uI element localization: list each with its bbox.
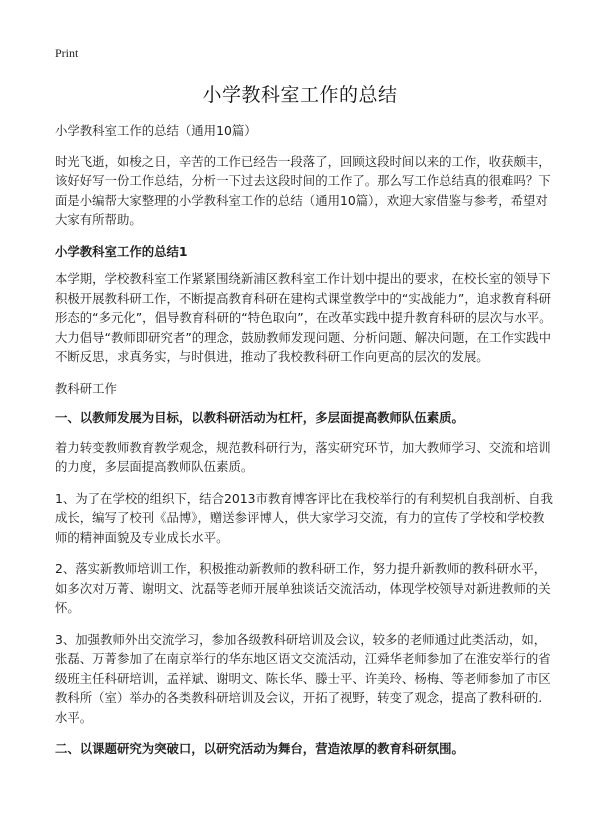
document-subtitle: 小学教科室工作的总结（通用10篇） — [55, 123, 257, 138]
list-item: 1、为了在学校的组织下，结合2013市教育博客评比在我校举行的有利契机自我剖析、自我成长，编写了校刊《品博》，赠送参评博人，供大家学习交流，有力的宣传了学校和学校教师的精神面貌及专业成长水平。 — [55, 490, 553, 545]
body-paragraph: 本学期，学校教科室工作紧紧围绕新浦区教科室工作计划中提出的要求，在校长室的领导下积极开展教科研工作，不断提高教育科研在建构式课堂教学中的“实战能力”，追求教育科研形态的“多元化”，倡导教育科研的“特色取向”，在改革实践中提升教育科研的层次与水平。大力倡导“教师即研究者”的理念，鼓励教师发现问题、分析问题、解决问题，在工作实践中不断反思，求真务实，与时俱进，推动了我校教科研工作向更高的层次的发展。 — [55, 271, 552, 364]
body-paragraph: 着力转变教师教育教学观念，规范教科研行为，落实研究环节，加大教师学习、交流和培训的力度，多层面提高教师队伍素质。 — [55, 439, 551, 474]
point-heading: 二、以课题研究为突破口，以研究活动为舞台，营造浓厚的教育科研氛围。 — [55, 741, 464, 756]
section-heading: 小学教科室工作的总结1 — [55, 243, 188, 259]
print-label: Print — [55, 46, 79, 60]
page-title: 小学教科室工作的总结 — [202, 84, 398, 106]
list-item: 2、落实新教师培训工作，积极推动新教师的教科研工作，努力提升新教师的教科研水平，如多次对万菁、谢明文、沈磊等老师开展单独谈话交流活动，体现学校领导对新进教师的关怀。 — [55, 561, 551, 615]
intro-paragraph: 时光飞逝，如梭之日，辛苦的工作已经告一段落了，回顾这段时间以来的工作，收获颇丰，该好好写一份工作总结，分析一下过去这段时间的工作了。那么写工作总结真的很难吗？下面是小编帮大家整理的小学教科室工作的总结（通用10篇），欢迎大家借鉴与参考，希望对大家有所帮助。 — [55, 153, 551, 227]
point-heading: 一、以教师发展为目标，以教科研活动为杠杆，多层面提高教师队伍素质。 — [55, 410, 464, 425]
list-item: 3、加强教师外出交流学习，参加各级教科研培训及会议，较多的老师通过此类活动，如，张磊、万菁参加了在南京举行的华东地区语文交流活动，江舜华老师参加了在淮安举行的省级班主任科研培训，孟祥斌、谢明文、陈长华、滕士平、许美玲、杨梅、等老师参加了市区教科所（室）举办的各类教科研培训及会议，开拓了视野，转变了观念，提高了教科研的.水平。 — [55, 631, 551, 725]
document-body — [55, 121, 553, 769]
section-label: 教科研工作 — [55, 380, 117, 396]
